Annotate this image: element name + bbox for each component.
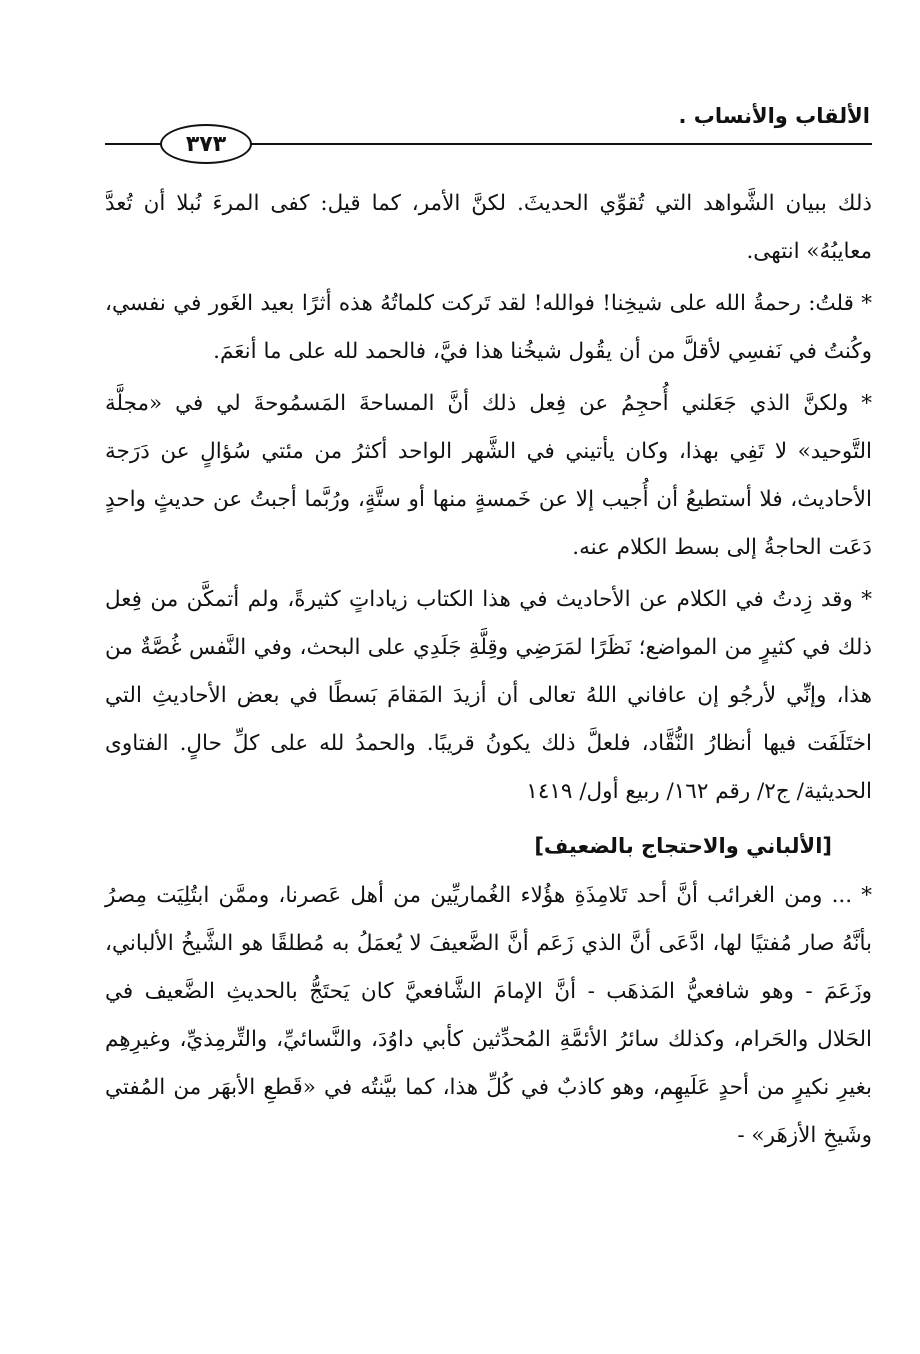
paragraph-2: * قلتُ: رحمةُ الله على شيخِنا! فوالله! لقد تَركت كلماتُهُ هذه أثرًا بعيد الغَور في نفسي، وكُنتُ في نَفسِي لأقلَّ من أن يقُول شيخُنا هذا فيَّ، فالحمد لله على ما أنعَمَ. [105,291,872,364]
section-heading: [الألباني والاحتجاج بالضعيف] [534,834,832,858]
paragraph-3: * ولكنَّ الذي جَعَلني أُحجِمُ عن فِعل ذلك أنَّ المساحةَ المَسمُوحةَ لي في «مجلَّة التَّوحيد» لا تَفِي بهذا، وكان يأتيني في الشَّهر الواحد أكثرُ من مئتي سُؤالٍ عن دَرَجة الأحاديث، فلا أستطيعُ أن أُجيب إلا عن خَمسةٍ منها أو ستَّةٍ، ورُبَّما أجبتُ عن حديثٍ واحدٍ دَعَت الحاجةُ إلى بسط الكلام عنه. [105,391,872,560]
main-text [105,180,872,1160]
running-header-title: الألقاب والأنساب . [678,104,870,128]
paragraph-1: ذلك ببيان الشَّواهد التي تُقوِّي الحديثَ. لكنَّ الأمر، كما قيل: كفى المرءَ نُبلا أن تُعدَّ معايبُهُ» انتهى. [105,191,872,264]
paragraph-4: * وقد زِدتُ في الكلام عن الأحاديث في هذا الكتاب زياداتٍ كثيرةً، ولم أتمكَّن من فِعل ذلك في كثيرٍ من المواضع؛ نَظَرًا لمَرَضِي وقِلَّةِ جَلَدِي على البحث، وفي النَّفس غُصَّةٌ من هذا، وإنِّي لأرجُو إن عافاني اللهُ تعالى أن أزيدَ المَقامَ بَسطًا في بعض الأحاديثِ التي اختَلَفَت فيها أنظارُ النُّقَّاد، فلعلَّ ذلك يكونُ قريبًا. والحمدُ لله على كلِّ حالٍ. الفتاوى الحديثية/ ج٢/ رقم ١٦٢/ ربيع أول/ ١٤١٩ [105,587,872,804]
section-paragraph: * ... ومن الغرائب أنَّ أحد تَلامِذَةِ هؤُلاء الغُماريِّين من أهل عَصرنا، وممَّن ابتُلِيَت مِصرُ بأنَّهُ صار مُفتيًا لها، ادَّعَى أنَّ الذي زَعَم أنَّ الضَّعيفَ لا يُعمَلُ به مُطلقًا هو الشَّيخُ الألباني، وزَعَمَ - وهو شافعيُّ المَذهَب - أنَّ الإمامَ الشَّافعيَّ كان يَحتَجُّ بالحديثِ الضَّعيف في الحَلال والحَرام، وكذلك سائرُ الأئمَّةِ المُحدِّثين كأبي داوُدَ، والنَّسائيِّ، والتِّرمِذيِّ، وغيرِهِم بغيرِ نكيرٍ من أحدٍ عَلَيهِم، وهو كاذبٌ في كُلِّ هذا، كما بيَّنتُه في «قَطعِ الأبهَر من المُفتي وشَيخِ الأزهَر» - [105,883,872,1148]
page-number: ٣٧٣ [160,124,252,164]
